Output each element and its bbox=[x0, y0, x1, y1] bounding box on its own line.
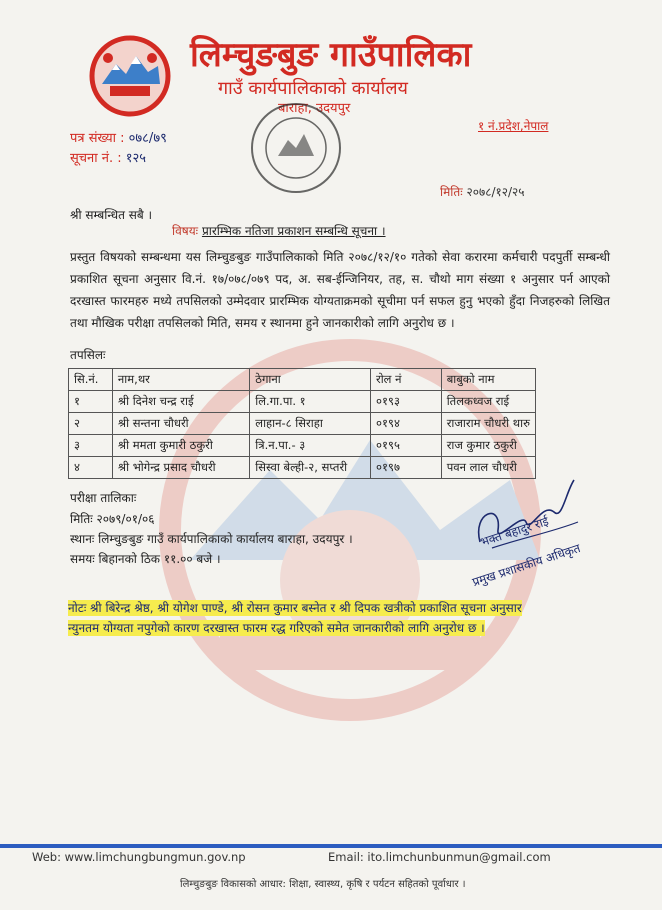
candidate-table bbox=[68, 368, 536, 479]
col-header-roll: रोल नं bbox=[371, 369, 442, 391]
letter-number-value: ०७८/७९ bbox=[128, 131, 167, 146]
office-stamp bbox=[248, 100, 344, 196]
cell-roll: ०१९३ bbox=[371, 391, 442, 413]
col-header-address: ठेगाना bbox=[250, 369, 371, 391]
cell-serial: ४ bbox=[69, 457, 113, 479]
cell-name: श्री भोगेन्द्र प्रसाद चौधरी bbox=[112, 457, 249, 479]
cell-name: श्री ममता कुमारी ठकुरी bbox=[112, 435, 249, 457]
exam-date: मितिः २०७९/०१/०६ bbox=[70, 512, 155, 526]
cell-roll: ०१९४ bbox=[371, 413, 442, 435]
letter-number-label: पत्र संख्या : bbox=[70, 131, 125, 146]
office-location: बाराहा, उदयपुर bbox=[278, 101, 351, 116]
subject-label: विषयः bbox=[172, 224, 199, 238]
notice-number bbox=[70, 148, 146, 166]
cell-serial: १ bbox=[69, 391, 113, 413]
footer-email: Email: ito.limchunbunmun@gmail.com bbox=[328, 850, 551, 864]
cell-roll: ०१९५ bbox=[371, 435, 442, 457]
table-row bbox=[69, 413, 536, 435]
cell-father: राज कुमार ठकुरी bbox=[441, 435, 535, 457]
subject-text: प्रारम्भिक नतिजा प्रकाशन सम्बन्धि सूचना । bbox=[201, 224, 386, 238]
cell-address: सिस्वा बेल्ही-२, सप्तरी bbox=[250, 457, 371, 479]
cell-father: तिलकध्वज राई bbox=[441, 391, 535, 413]
letter-date bbox=[440, 183, 525, 200]
date-label: मितिः bbox=[440, 185, 463, 199]
col-header-name: नाम,थर bbox=[112, 369, 249, 391]
footer-website: Web: www.limchungbungmun.gov.np bbox=[32, 850, 246, 864]
note-line-1: नोटः श्री बिरेन्द्र श्रेष्ठ, श्री योगेश पाण्डे, श्री रोसन कुमार बस्नेत र श्री दिपक खत्रीको प्रकाशित सूचना अनुसार bbox=[68, 601, 522, 615]
note-line-2: न्युनतम योग्यता नपुगेको कारण दरखास्त फारम रद्ध गरिएको समेत जानकारीको लागि अनुरोध छ । bbox=[68, 621, 485, 635]
province-label: १ नं.प्रदेश,नेपाल bbox=[478, 119, 549, 133]
table-row bbox=[69, 391, 536, 413]
cell-serial: ३ bbox=[69, 435, 113, 457]
cell-father: राजाराम चौधरी थारु bbox=[441, 413, 535, 435]
cell-name: श्री दिनेश चन्द्र राई bbox=[112, 391, 249, 413]
exam-place: स्थानः लिम्चुङबुङ गाउँ कार्यपालिकाको कार्यालय बाराहा, उदयपुर । bbox=[70, 532, 353, 546]
body-paragraph: प्रस्तुत विषयको सम्बन्धमा यस लिम्चुङबुङ गाउँपालिकाको मिति २०७८/१२/१० गतेको सेवा करारमा कर्मचारी पदपुर्ती सम्बन्धी प्रकाशित सूचना अनुसार वि.नं. १७/०७८/०७९ पद, अ. सब-ईन्जिनियर, तह, स. चौथो माग संख्या १ अनुसार पर्न आएको दरखास्त फारमहरु मध्ये तपसिलको उम्मेदवार प्रारम्भिक योग्यताक्रमको सूचीमा पर्न सफल हुनु भएको हुँदा निजहरुको लिखित तथा मौखिक परीक्षा तपसिलको मिति, समय र स्थानमा हुने जानकारीको लागि अनुरोध छ । bbox=[70, 250, 610, 330]
municipality-name: लिम्चुङबुङ गाउँपालिका bbox=[190, 35, 472, 75]
cell-roll: ०१९७ bbox=[371, 457, 442, 479]
signatory-title: प्रमुख प्रशासकीय अधिकृत bbox=[470, 541, 583, 590]
cell-address: त्रि.न.पा.- ३ bbox=[250, 435, 371, 457]
note-block bbox=[68, 598, 558, 638]
table-row bbox=[69, 435, 536, 457]
col-header-father: बाबुको नाम bbox=[441, 369, 535, 391]
office-name: गाउँ कार्यपालिकाको कार्यालय bbox=[218, 78, 408, 99]
cell-father: पवन लाल चौधरी bbox=[441, 457, 535, 479]
exam-schedule-title: परीक्षा तालिकाः bbox=[70, 491, 137, 505]
letter-number bbox=[70, 128, 167, 146]
signatory-name: भक्त बहादुर राई bbox=[478, 514, 551, 550]
table-header-row bbox=[69, 369, 536, 391]
footer-slogan: लिम्चुङबुङ विकासको आधार: शिक्षा, स्वास्थ्य, कृषि र पर्यटन सहितको पूर्वाधार । bbox=[180, 879, 466, 890]
cell-serial: २ bbox=[69, 413, 113, 435]
col-header-serial: सि.नं. bbox=[69, 369, 113, 391]
addressee: श्री सम्बन्धित सबै । bbox=[70, 208, 153, 222]
footer-rule bbox=[0, 844, 662, 848]
cell-address: लाहान-८ सिराहा bbox=[250, 413, 371, 435]
table-label: तपसिलः bbox=[70, 348, 106, 362]
notice-number-label: सूचना नं. : bbox=[70, 151, 122, 166]
cell-address: लि.गा.पा. १ bbox=[250, 391, 371, 413]
date-value: २०७८/१२/२५ bbox=[466, 185, 525, 199]
exam-time: समयः बिहानको ठिक ११.०० बजे । bbox=[70, 552, 221, 566]
notice-number-value: १२५ bbox=[125, 151, 147, 166]
municipality-logo bbox=[88, 34, 172, 118]
subject-line bbox=[172, 222, 386, 239]
cell-name: श्री सन्तना चौधरी bbox=[112, 413, 249, 435]
